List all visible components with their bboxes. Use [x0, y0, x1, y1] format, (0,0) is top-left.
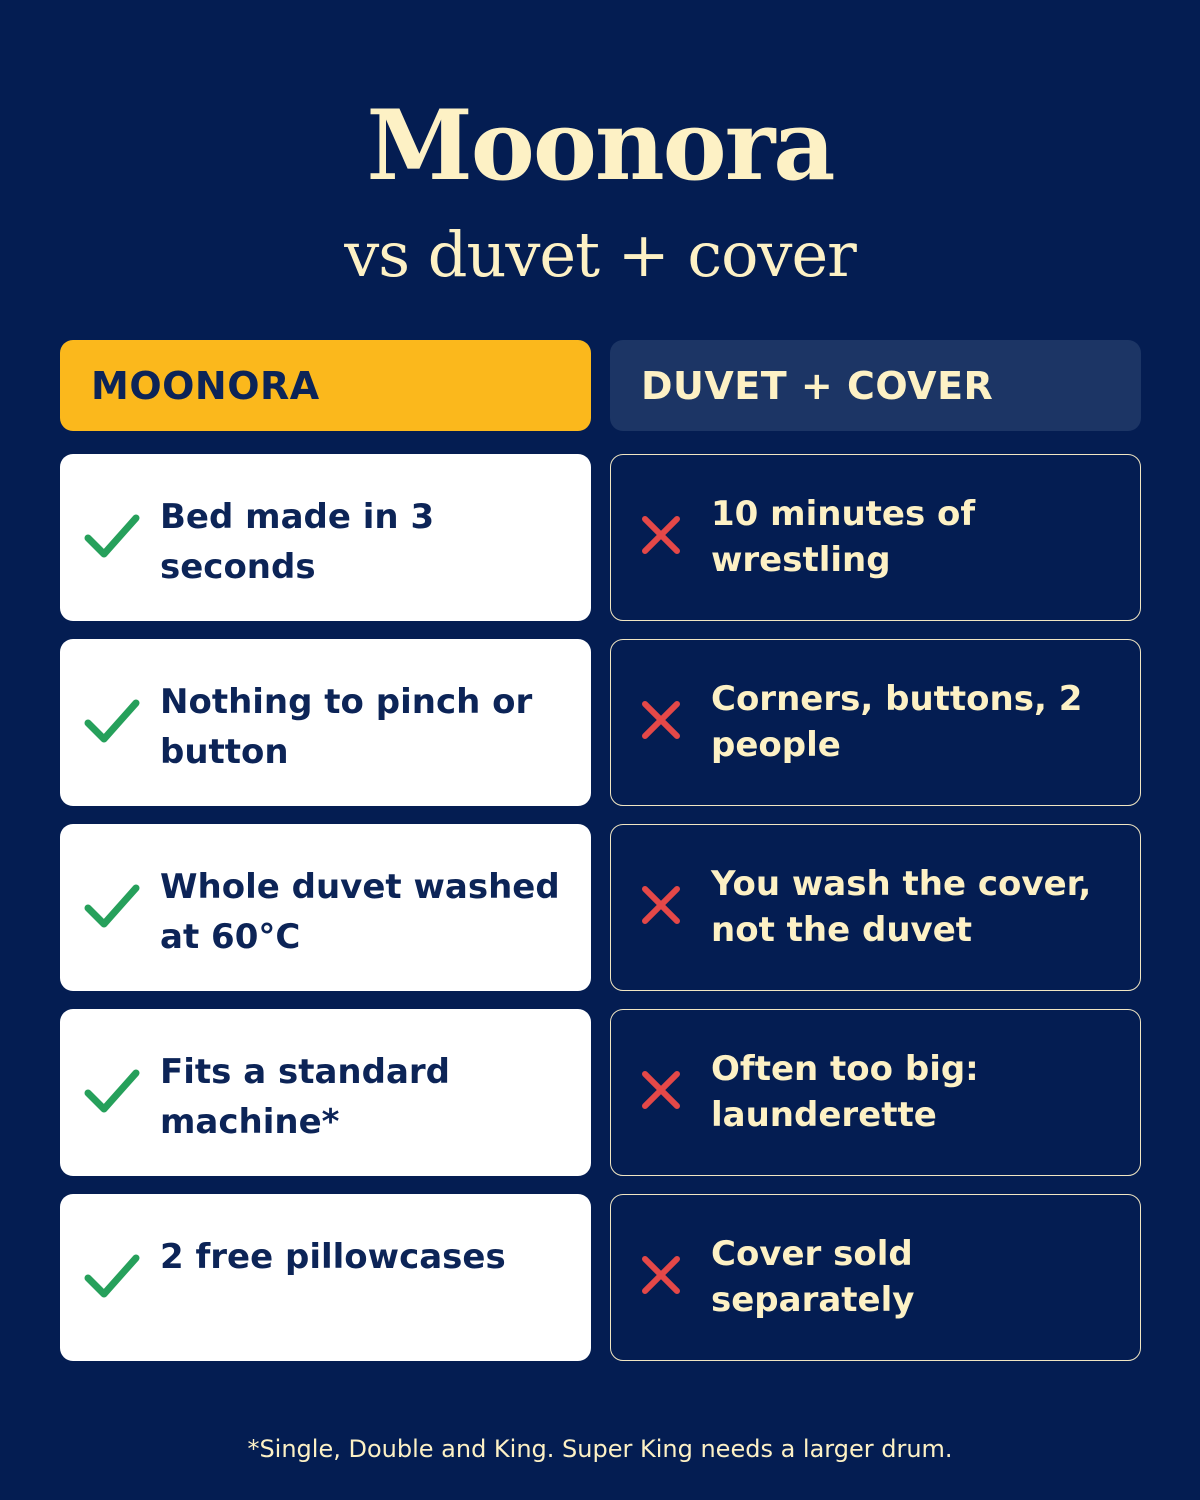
- moonora-item: [60, 824, 591, 991]
- cross-icon: [633, 1247, 689, 1303]
- duvet-item-text: Often too big: launderette: [711, 1049, 979, 1135]
- page-title: Moonora: [366, 89, 834, 202]
- moonora-header: MOONORA: [60, 340, 591, 431]
- check-icon: [80, 874, 144, 938]
- cross-icon: [633, 507, 689, 563]
- moonora-item-text: Fits a standard machine*: [160, 1052, 451, 1142]
- duvet-item: [610, 1009, 1141, 1176]
- cross-icon: [633, 692, 689, 748]
- page-subtitle: vs duvet + cover: [344, 218, 856, 291]
- duvet-item: [610, 639, 1141, 806]
- duvet-item-text: Cover sold separately: [711, 1234, 915, 1320]
- duvet-item-text: You wash the cover, not the duvet: [711, 864, 1092, 950]
- moonora-list: [60, 454, 591, 1361]
- duvet-item-text: 10 minutes of wrestling: [711, 494, 976, 580]
- duvet-item-text: Corners, buttons, 2 people: [711, 679, 1083, 765]
- cross-icon: [633, 1062, 689, 1118]
- moonora-item-text: Nothing to pinch or button: [160, 682, 533, 772]
- check-icon: [80, 1059, 144, 1123]
- moonora-column: [60, 340, 591, 1379]
- moonora-item: [60, 454, 591, 621]
- moonora-item-text: Bed made in 3 seconds: [160, 497, 435, 587]
- duvet-item: [610, 824, 1141, 991]
- check-icon: [80, 504, 144, 568]
- duvet-header: DUVET + COVER: [610, 340, 1141, 431]
- duvet-column: [610, 340, 1141, 1379]
- check-icon: [80, 689, 144, 753]
- duvet-item: [610, 454, 1141, 621]
- moonora-item-text: 2 free pillowcases: [160, 1237, 506, 1277]
- footnote: *Single, Double and King. Super King needs a larger drum.: [247, 1435, 953, 1463]
- moonora-item-text: Whole duvet washed at 60°C: [160, 867, 560, 957]
- moonora-item: [60, 639, 591, 806]
- moonora-item: [60, 1009, 591, 1176]
- cross-icon: [633, 877, 689, 933]
- moonora-item: [60, 1194, 591, 1361]
- duvet-item: [610, 1194, 1141, 1361]
- check-icon: [80, 1244, 144, 1308]
- duvet-list: [610, 454, 1141, 1361]
